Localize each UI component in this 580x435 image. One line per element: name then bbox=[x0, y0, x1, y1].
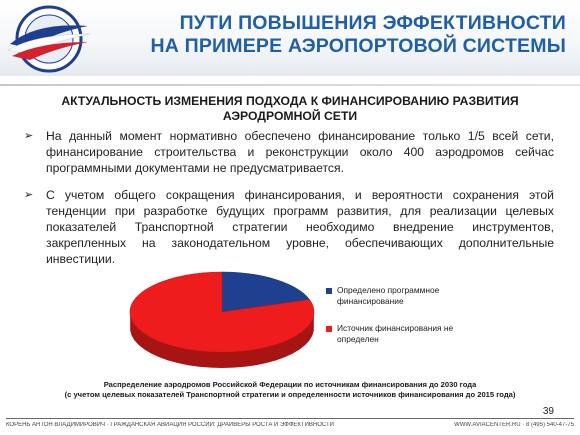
footer-divider bbox=[6, 418, 574, 419]
legend-label-line: Источник финансирования не bbox=[337, 323, 454, 333]
footer-left-text: КОРЕНЬ АНТОН ВЛАДИМИРОВИЧ · ГРАЖДАНСКАЯ АВИАЦИЯ РОССИИ: ДРАЙВЕРЫ РОСТА И ЭФФЕКТИВНОСТИ bbox=[6, 422, 334, 428]
section-heading-line-2: АЭРОДРОМНОЙ СЕТИ bbox=[222, 109, 358, 123]
title-line-1: ПУТИ ПОВЫШЕНИЯ ЭФФЕКТИВНОСТИ bbox=[179, 12, 566, 34]
page-number: 39 bbox=[542, 406, 554, 417]
caption-line-2: (с учетом целевых показателей Транспортной стратегии и определенности источников финансирования до 2015 года) bbox=[64, 390, 516, 399]
title-line-2: НА ПРИМЕРЕ АЭРОПОРТОВОЙ СИСТЕМЫ bbox=[150, 35, 566, 57]
legend-item bbox=[326, 323, 496, 345]
legend-label-line: Определено программное bbox=[337, 285, 440, 295]
bullet-arrow-icon: ➢ bbox=[24, 189, 34, 201]
pie-chart bbox=[122, 262, 322, 382]
legend-label-line: определен bbox=[337, 334, 379, 344]
footer-right-text: WWW.AVIACENTER.RU · 8 (495) 540-47-75 bbox=[454, 422, 574, 428]
bullet-list bbox=[24, 128, 554, 278]
caption-line-1: Распределение аэродромов Российской Федерации по источникам финансирования до 2030 года bbox=[103, 380, 477, 389]
bullet-text: С учетом общего сокращения финансирования, и вероятности сохранения этой тенденции при разработке будущих программ развития, для реализации целевых показателей Транспортной стратегии необходимо внедрение инструментов, закрепленных на законодательном уровне, обеспечивающих дополнительные инвестиции. bbox=[46, 188, 554, 266]
chart-caption bbox=[10, 380, 570, 400]
chart-legend bbox=[326, 285, 496, 361]
bullet-item bbox=[24, 128, 554, 176]
footer bbox=[6, 422, 574, 434]
legend-label-line: финансирование bbox=[337, 296, 404, 306]
bullet-item bbox=[24, 187, 554, 267]
legend-swatch bbox=[326, 288, 332, 294]
header-divider bbox=[0, 84, 580, 86]
association-logo bbox=[6, 4, 92, 74]
page-title bbox=[146, 12, 566, 58]
bullet-arrow-icon: ➢ bbox=[24, 130, 34, 142]
legend-swatch bbox=[326, 326, 332, 332]
bullet-text: На данный момент нормативно обеспечено финансирование только 1/5 всей сети, финансирование строительства и реконструкции около 400 аэродромов сейчас программными документами не предусматривается. bbox=[46, 129, 554, 175]
legend-item bbox=[326, 285, 496, 307]
section-heading-line-1: АКТУАЛЬНОСТЬ ИЗМЕНЕНИЯ ПОДХОДА К ФИНАНСИРОВАНИЮ РАЗВИТИЯ bbox=[61, 94, 519, 108]
section-heading bbox=[20, 94, 560, 124]
